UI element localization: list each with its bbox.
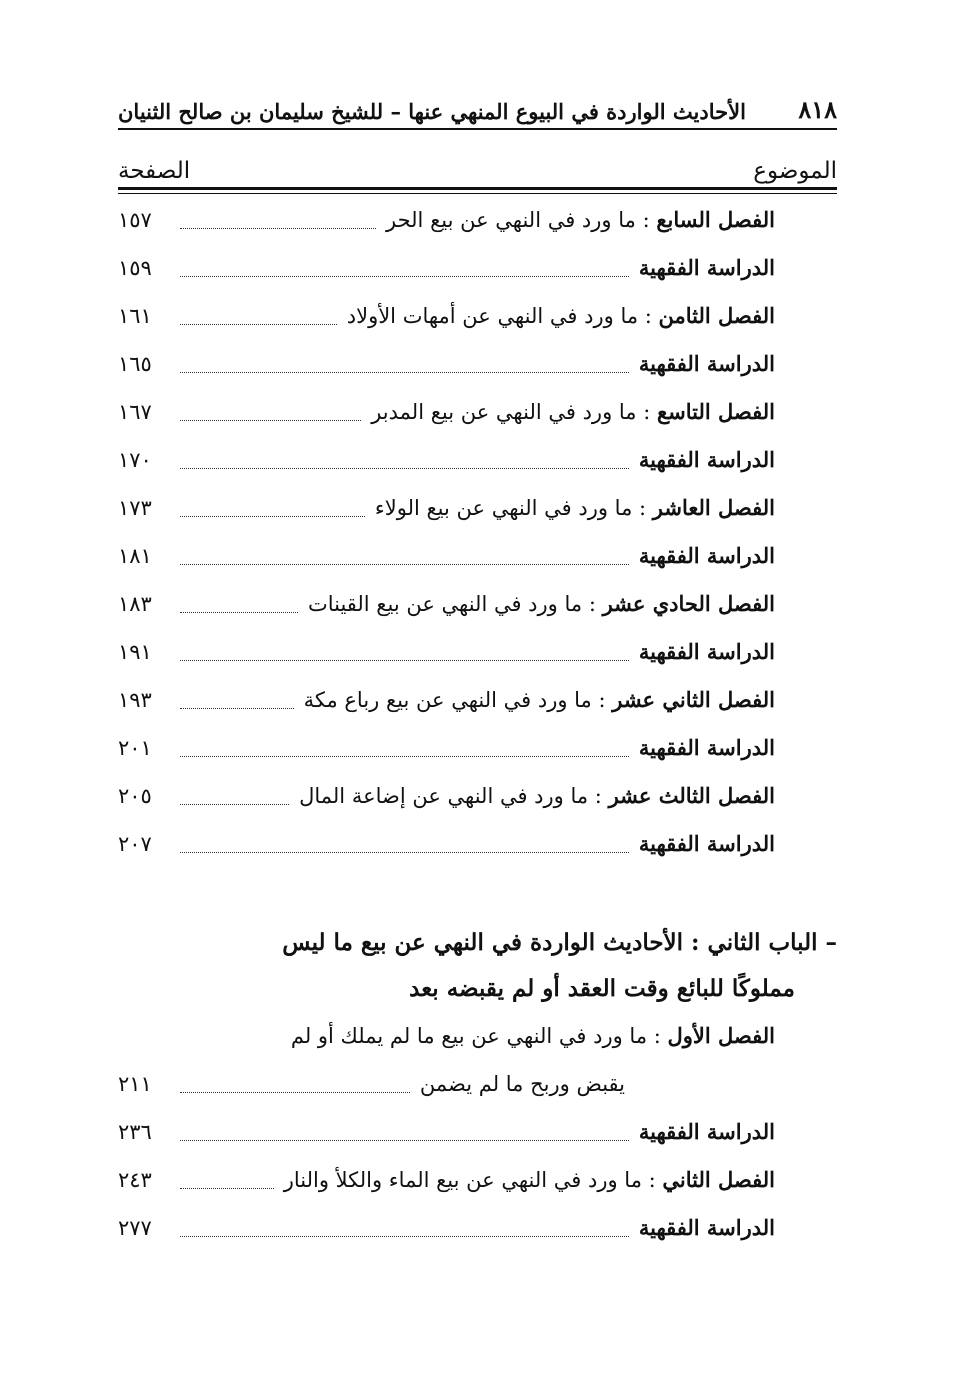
toc-entry-title: الفصل العاشر : ما ورد في النهي عن بيع الولاء xyxy=(374,495,775,520)
toc-page-number: ١٦٥ xyxy=(118,352,152,376)
leader-dots xyxy=(180,852,629,853)
column-headings xyxy=(118,140,837,184)
section-heading-line2: مملوكًا للبائع وقت العقد أو لم يقبضه بعد xyxy=(409,975,795,1002)
toc-page-number: ١٦١ xyxy=(118,304,152,328)
page-heading: الصفحة xyxy=(118,158,191,184)
toc-row xyxy=(120,724,775,772)
toc-row xyxy=(120,1108,775,1156)
header-title: الأحاديث الواردة في البيوع المنهي عنها – للشيخ سليمان بن صالح الثنيان xyxy=(118,99,746,124)
toc-row xyxy=(120,244,775,292)
toc-page-number: ١٩٣ xyxy=(118,688,152,712)
toc-entry-title: الفصل الثالث عشر : ما ورد في النهي عن إضاعة المال xyxy=(299,783,775,808)
toc-entry-title: الفصل الثاني : ما ورد في النهي عن بيع الماء والكلأ والنار xyxy=(283,1167,775,1192)
leader-dots xyxy=(180,276,629,277)
heading-rule-thin xyxy=(118,193,837,194)
toc-page-number: ١٩١ xyxy=(118,640,152,664)
toc-entry-title: الدراسة الفقهية xyxy=(638,1119,775,1144)
toc-row xyxy=(120,388,775,436)
toc-row xyxy=(120,820,775,868)
toc-page-number: ٢٣٦ xyxy=(118,1120,152,1144)
leader-dots xyxy=(180,756,629,757)
leader-dots xyxy=(180,468,629,469)
toc-entry-title: الفصل الثاني عشر : ما ورد في النهي عن بيع رباع مكة xyxy=(303,687,775,712)
toc-entry-title: الدراسة الفقهية xyxy=(638,735,775,760)
toc-row xyxy=(120,772,775,820)
toc-page-number: ١٨٣ xyxy=(118,592,152,616)
toc-page-number: ١٦٧ xyxy=(118,400,152,424)
toc-row xyxy=(120,1060,775,1108)
toc-row xyxy=(120,436,775,484)
toc-page-number: ١٥٩ xyxy=(118,256,152,280)
toc-page-number: ١٧٣ xyxy=(118,496,152,520)
toc-entry-continuation: يقبض وربح ما لم يضمن xyxy=(419,1072,625,1096)
toc-page-number: ٢٠١ xyxy=(118,736,152,760)
toc-row xyxy=(120,1156,775,1204)
toc-entry-title: الفصل الأول : ما ورد في النهي عن بيع ما لم يملك أو لم xyxy=(290,1023,775,1048)
toc-row xyxy=(120,292,775,340)
leader-dots xyxy=(180,1092,410,1093)
topic-heading: الموضوع xyxy=(753,158,837,184)
toc-row xyxy=(120,628,775,676)
leader-dots xyxy=(180,564,629,565)
toc-entry-title: الدراسة الفقهية xyxy=(638,447,775,472)
toc-page-number: ٢٠٧ xyxy=(118,832,152,856)
toc-page-number: ١٥٧ xyxy=(118,208,152,232)
leader-dots xyxy=(180,228,376,229)
toc-row xyxy=(120,484,775,532)
toc-entry-title: الدراسة الفقهية xyxy=(638,639,775,664)
toc-page-number: ١٧٠ xyxy=(118,448,152,472)
leader-dots xyxy=(180,420,361,421)
toc-entry-title: الدراسة الفقهية xyxy=(638,543,775,568)
leader-dots xyxy=(180,324,337,325)
leader-dots xyxy=(180,1188,274,1189)
toc-list xyxy=(120,196,775,868)
leader-dots xyxy=(180,660,629,661)
running-header xyxy=(118,84,837,130)
toc-row xyxy=(120,532,775,580)
leader-dots xyxy=(180,1140,629,1141)
toc-entry-title: الدراسة الفقهية xyxy=(638,831,775,856)
toc-page-number: ٢١١ xyxy=(118,1072,152,1096)
toc-row xyxy=(120,1012,775,1060)
leader-dots xyxy=(180,372,629,373)
toc-entry-title: الدراسة الفقهية xyxy=(638,351,775,376)
toc-entry-title: الدراسة الفقهية xyxy=(638,255,775,280)
toc-entry-title: الفصل الثامن : ما ورد في النهي عن أمهات الأولاد xyxy=(346,303,775,328)
section-heading-line1: – الباب الثاني : الأحاديث الواردة في النهي عن بيع ما ليس xyxy=(282,929,837,956)
toc-row xyxy=(120,340,775,388)
toc-row xyxy=(120,676,775,724)
toc-row xyxy=(120,580,775,628)
toc-row xyxy=(120,1204,775,1252)
leader-dots xyxy=(180,612,298,613)
toc-page-number: ٢٤٣ xyxy=(118,1168,152,1192)
toc-list-2 xyxy=(120,1012,775,1252)
heading-rule-thick xyxy=(118,187,837,190)
toc-page-number: ١٨١ xyxy=(118,544,152,568)
leader-dots xyxy=(180,804,289,805)
page-number: ٨١٨ xyxy=(798,95,837,124)
leader-dots xyxy=(180,1236,629,1237)
toc-row xyxy=(120,196,775,244)
toc-page-number: ٢٧٧ xyxy=(118,1216,152,1240)
toc-page-number: ٢٠٥ xyxy=(118,784,152,808)
leader-dots xyxy=(180,516,365,517)
toc-entry-title: الفصل الحادي عشر : ما ورد في النهي عن بيع القينات xyxy=(307,591,775,616)
leader-dots xyxy=(180,708,294,709)
toc-entry-title: الدراسة الفقهية xyxy=(638,1215,775,1240)
toc-entry-title: الفصل التاسع : ما ورد في النهي عن بيع المدبر xyxy=(371,399,775,424)
toc-entry-title: الفصل السابع : ما ورد في النهي عن بيع الحر xyxy=(386,207,775,232)
